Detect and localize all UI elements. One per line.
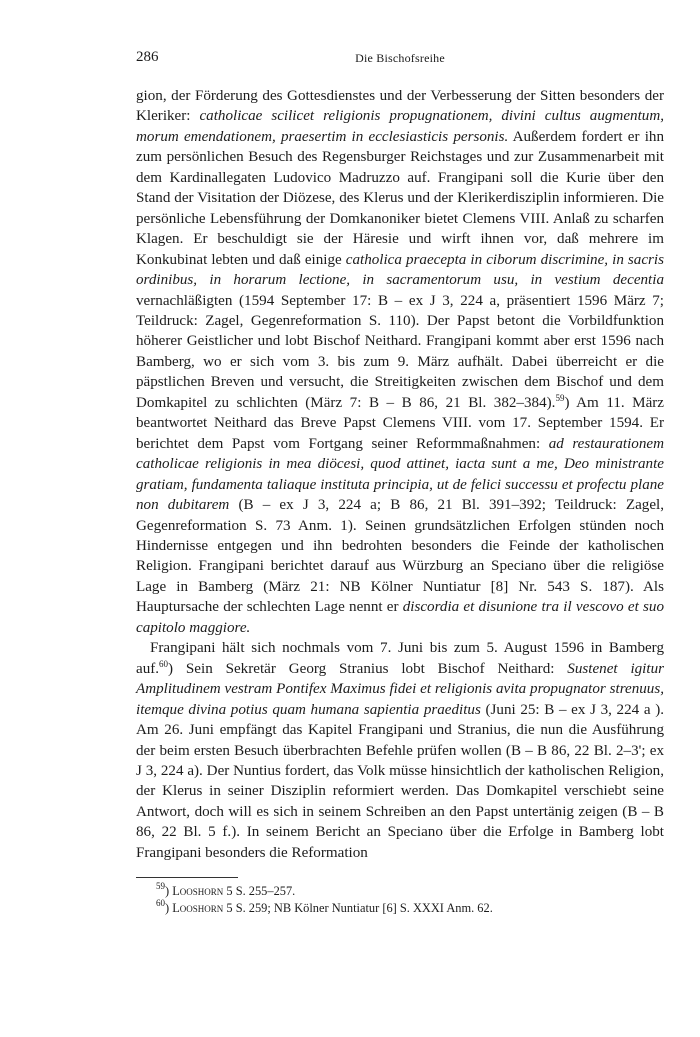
- footnote-mark: 59: [156, 881, 165, 891]
- footnote-mark: 60: [156, 898, 165, 908]
- footnote-author: Looshorn: [172, 901, 224, 915]
- text-run: vernachläßigten (1594 September 17: B – ex J 3, 224 a, präsentiert 1596 März 7; Teildruck: Zagel, Gegenreformation S. 110). Der Papst betont die Vorbildfunktion höherer Geistlicher und lobt Bischof Neithard. Frangipani kommt aber erst 1596 nach Bamberg, wo er sich vom 3. bis zum 9. März aufhält. Dabei überreicht er die päpstlichen Breven und versucht, die Streitigkeiten zwischen dem Bischof und dem Domkapitel zu schlichten (März 7: B – B 86, 21 Bl. 382–384).: [136, 292, 664, 411]
- footnotes: [156, 883, 664, 917]
- text-run: ) Sein Sekretär Georg Stranius lobt Bischof Neithard:: [168, 660, 568, 677]
- paragraph: [136, 638, 664, 863]
- latin-quote: Sustenet igitur Amplitudinem vestram Pontifex Maximus fidei et religionis avita propugnator strenuus, itemque divina potius quam humana sapientia praeditus: [136, 660, 664, 718]
- page-number: 286: [136, 49, 159, 65]
- latin-quote: ad restaurationem catholicae religionis in mea diöcesi, quod attinet, iacta sunt a me, Deo ministrante gratiam, fundamenta taliaque instituta principia, ut de felici successu et profectu plane non dubitarem: [136, 435, 664, 514]
- footnote-author: Looshorn: [172, 884, 224, 898]
- text-run: ) Am 11. März beantwortet Neithard das Breve Papst Clemens VIII. vom 17. September 1594. Er berichtet dem Papst vom Fortgang seiner Reformmaßnahmen:: [136, 394, 665, 452]
- footnote-ref: 60: [159, 658, 169, 669]
- text-run: Frangipani hält sich nochmals vom 7. Juni bis zum 5. August 1596 in Bamberg auf.: [136, 640, 664, 677]
- footnote-ref: 59: [555, 392, 565, 403]
- text-run: (Juni 25: B – ex J 3, 224 a ). Am 26. Juni empfängt das Kapitel Frangipani und Stranius, die nun die Ausführung der beim ersten Besuch überbrachten Befehle prüfen wollen (B – B 86, 22 Bl. 2–3'; ex J 3, 224 a). Der Nuntius fordert, das Volk müsse hinsichtlich der katholischen Religion, der Klerus in seiner Disziplin reformiert werden. Das Domkapitel verschiebt seine Antwort, doch will es sich in seinem Schreiben an den Papst untertänig zeigen (B – B 86, 22 Bl. 5 f.). In seinem Bericht an Speciano über die Erfolge in Bamberg lobt Frangipani besonders die Reformation: [136, 701, 664, 861]
- footnote-text: 5 S. 255–257.: [223, 884, 296, 898]
- body-text: [136, 86, 664, 863]
- paragraph: [136, 86, 664, 638]
- footnote-divider: [136, 877, 238, 878]
- footnote-text: 5 S. 259; NB Kölner Nuntiatur [6] S. XXXI Anm. 62.: [223, 901, 493, 915]
- running-head: Die Bischofsreihe: [355, 51, 445, 65]
- text-run: gion, der Förderung des Gottesdienstes und der Verbesserung der Sitten besonders der Kleriker:: [136, 88, 664, 125]
- text-run: (B – ex J 3, 224 a; B 86, 21 Bl. 391–392; Teildruck: Zagel, Gegenreformation S. 73 Anm. 1). Seinen grundsätzlichen Erfolgen stünden noch Hindernisse entgegen und ihn bedrohten besonders die Feinde der katholischen Religion. Frangipani berichtet darauf aus Würzburg an Speciano über die religiöse Lage in Bamberg (März 21: NB Kölner Nuntiatur [8] Nr. 543 S. 187). Als Hauptursache der schlechten Lage nennt er: [136, 497, 664, 616]
- latin-quote: discordia et disunione tra il vescovo et suo capitolo maggiore.: [136, 599, 664, 636]
- footnote-59: $^{59}$) Looshorn 5 S. 255–257.: [156, 881, 296, 898]
- text-run: Außerdem fordert er ihn zum persönlichen Besuch des Regensburger Reichstages und zur Zusammenarbeit mit dem Kardinallegaten Ludovico Madruzzo auf. Frangipani soll die Kurie über den Stand der Visitation der Diözese, des Klerus und der Klerikerdisziplin informieren. Die persönliche Lebensführung der Domkanoniker bietet Clemens VIII. Anlaß zu scharfen Klagen. Er beschuldigt sie der Häresie und wirft ihnen vor, daß mehrere im Konkubinat lebten und daß einige: [136, 128, 664, 268]
- page-header: [136, 49, 664, 69]
- latin-quote: catholica praecepta in ciborum discrimine, in sacris ordinibus, in horarum lectione, in sacramentorum usu, in vestium decentia: [136, 251, 664, 289]
- footnote-60: $^{60}$) Looshorn 5 S. 259; NB Kölner Nuntiatur [6] S. XXXI Anm. 62.: [156, 898, 493, 915]
- latin-quote: catholicae scilicet religionis propugnationem, divini cultus augmentum, morum emendationem, praesertim in ecclesiasticis personis.: [136, 108, 664, 145]
